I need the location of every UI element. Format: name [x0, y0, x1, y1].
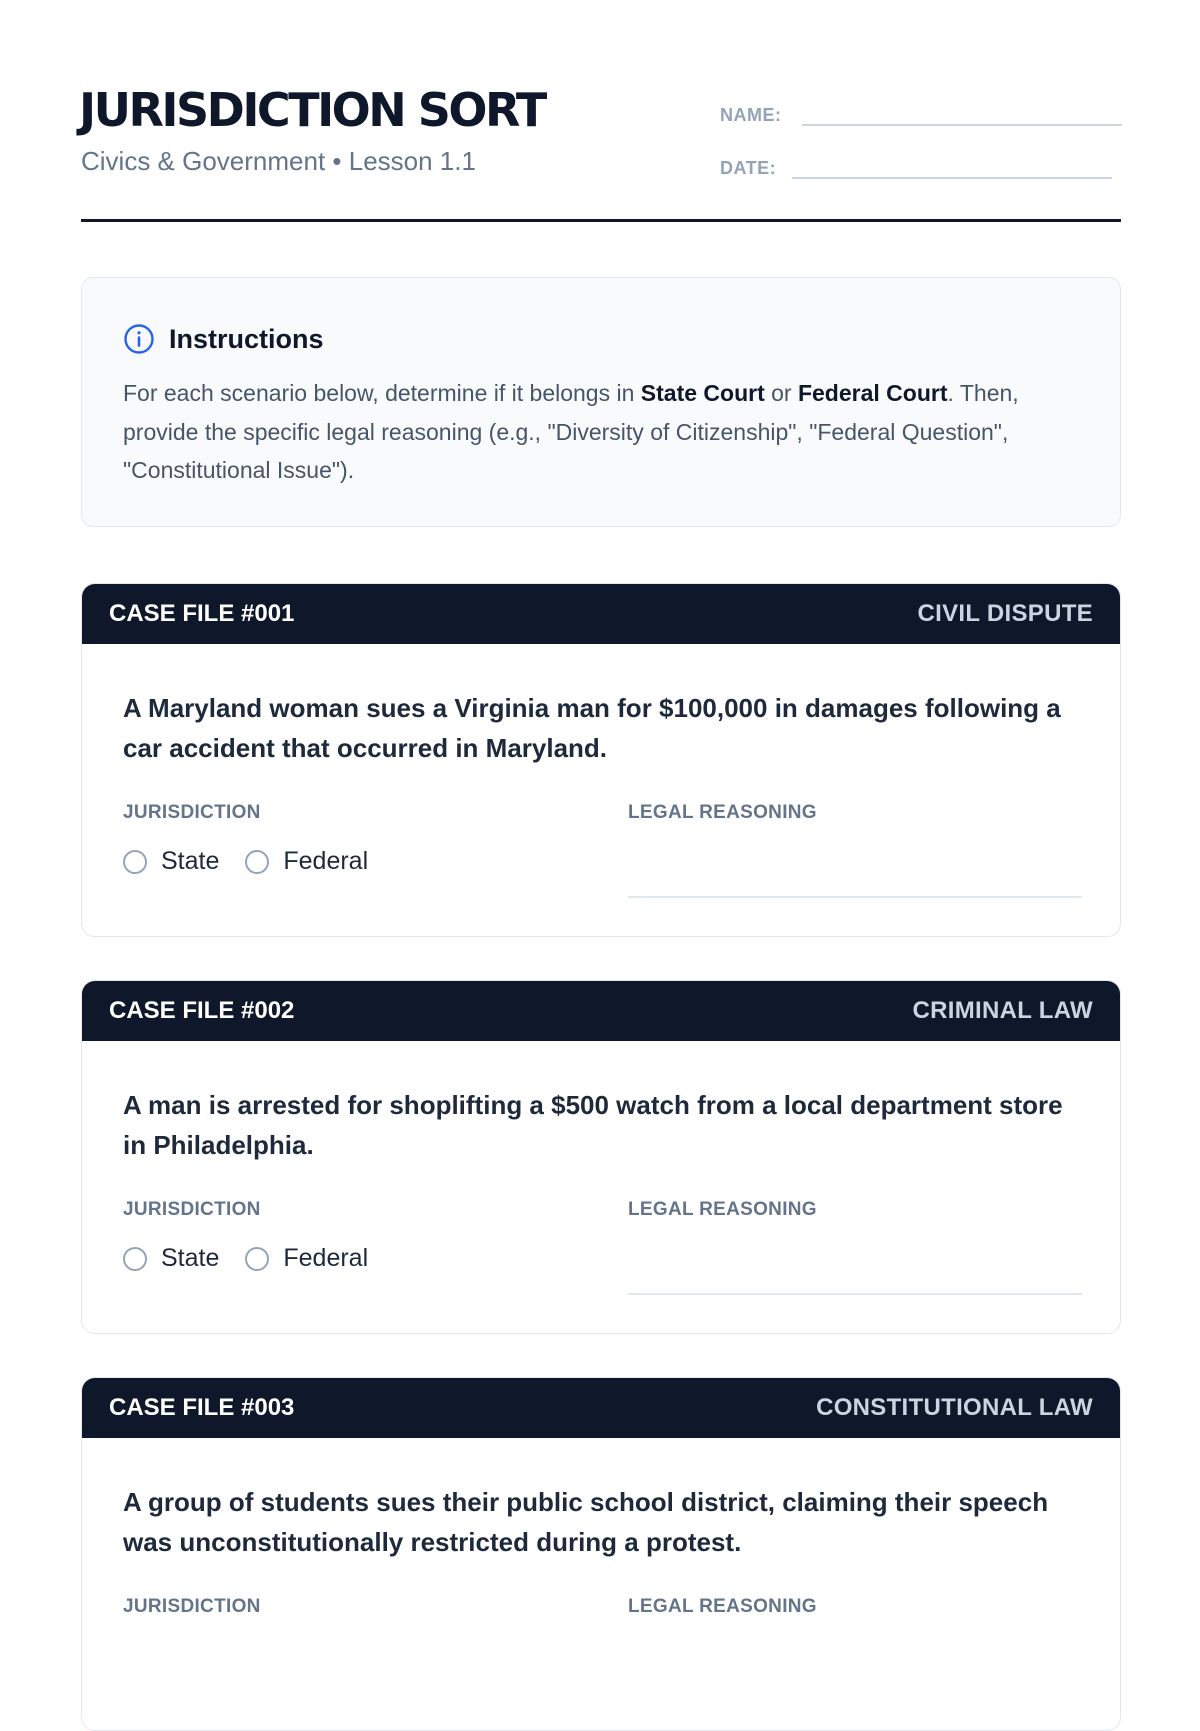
legal-reasoning-field[interactable] [628, 1291, 1082, 1295]
case-header [82, 981, 1120, 1041]
radio-label: Federal [283, 1244, 369, 1272]
instructions-text [123, 374, 1063, 490]
name-label: NAME: [720, 105, 782, 125]
name-field[interactable] [802, 90, 1122, 126]
date-field[interactable] [792, 143, 1112, 179]
case-card [81, 1377, 1121, 1731]
case-card [81, 980, 1121, 1334]
date-label: DATE: [720, 158, 777, 178]
federal-radio[interactable] [245, 847, 368, 876]
case-scenario: A group of students sues their public school district, claiming their speech was unconstitutionally restricted during a protest. [123, 1487, 1049, 1557]
instructions-heading [123, 322, 1080, 356]
instructions-panel [81, 277, 1121, 527]
page-subtitle: Civics & Government • Lesson 1.1 [81, 146, 476, 176]
case-id: CASE FILE #001 [109, 600, 295, 627]
info-icon [123, 323, 155, 355]
case-category: CONSTITUTIONAL LAW [816, 1394, 1093, 1421]
legal-reasoning-label: LEGAL REASONING [628, 1596, 817, 1617]
case-header [82, 584, 1120, 644]
page-title: JURISDICTION SORT [79, 83, 545, 137]
jurisdiction-label: JURISDICTION [123, 1199, 261, 1220]
date-row [720, 143, 1112, 179]
legal-reasoning-label: LEGAL REASONING [628, 802, 817, 823]
case-category: CRIMINAL LAW [912, 997, 1093, 1024]
case-id: CASE FILE #002 [109, 997, 295, 1024]
case-scenario: A Maryland woman sues a Virginia man for $100,000 in damages following a car accident that occurred in Maryland. [123, 693, 1061, 763]
instructions-text-part: For each scenario below, determine if it belongs in [123, 380, 641, 406]
jurisdiction-label: JURISDICTION [123, 802, 261, 823]
worksheet-header [81, 0, 1121, 222]
radio-label: State [161, 1244, 220, 1272]
instructions-text-part: . Then, provide the specific legal reasoning (e.g., "Diversity of Citizenship", "Federal Question", "Constitutional Issue"). [123, 380, 1019, 483]
case-category: CIVIL DISPUTE [917, 600, 1093, 627]
case-id: CASE FILE #003 [109, 1394, 295, 1421]
instructions-text-part: or [764, 380, 798, 406]
radio-label: Federal [283, 847, 369, 875]
federal-court-term: Federal Court [797, 380, 948, 406]
radio-circle[interactable] [245, 1247, 269, 1271]
state-radio[interactable] [123, 847, 219, 876]
radio-circle[interactable] [123, 1247, 147, 1271]
instructions-title: Instructions [169, 323, 324, 354]
case-scenario: A man is arrested for shoplifting a $500 watch from a local department store in Philadelphia. [123, 1090, 1063, 1160]
jurisdiction-options [123, 847, 394, 876]
state-radio[interactable] [123, 1244, 219, 1273]
radio-circle[interactable] [245, 850, 269, 874]
case-card [81, 583, 1121, 937]
legal-reasoning-field[interactable] [628, 894, 1082, 898]
jurisdiction-options [123, 1244, 394, 1273]
legal-reasoning-label: LEGAL REASONING [628, 1199, 817, 1220]
radio-label: State [161, 847, 220, 875]
worksheet-page [79, 0, 1121, 1617]
state-court-term: State Court [640, 380, 765, 406]
name-row [720, 90, 1122, 126]
case-header [82, 1378, 1120, 1438]
radio-circle[interactable] [123, 850, 147, 874]
federal-radio[interactable] [245, 1244, 368, 1273]
jurisdiction-label: JURISDICTION [123, 1596, 261, 1617]
